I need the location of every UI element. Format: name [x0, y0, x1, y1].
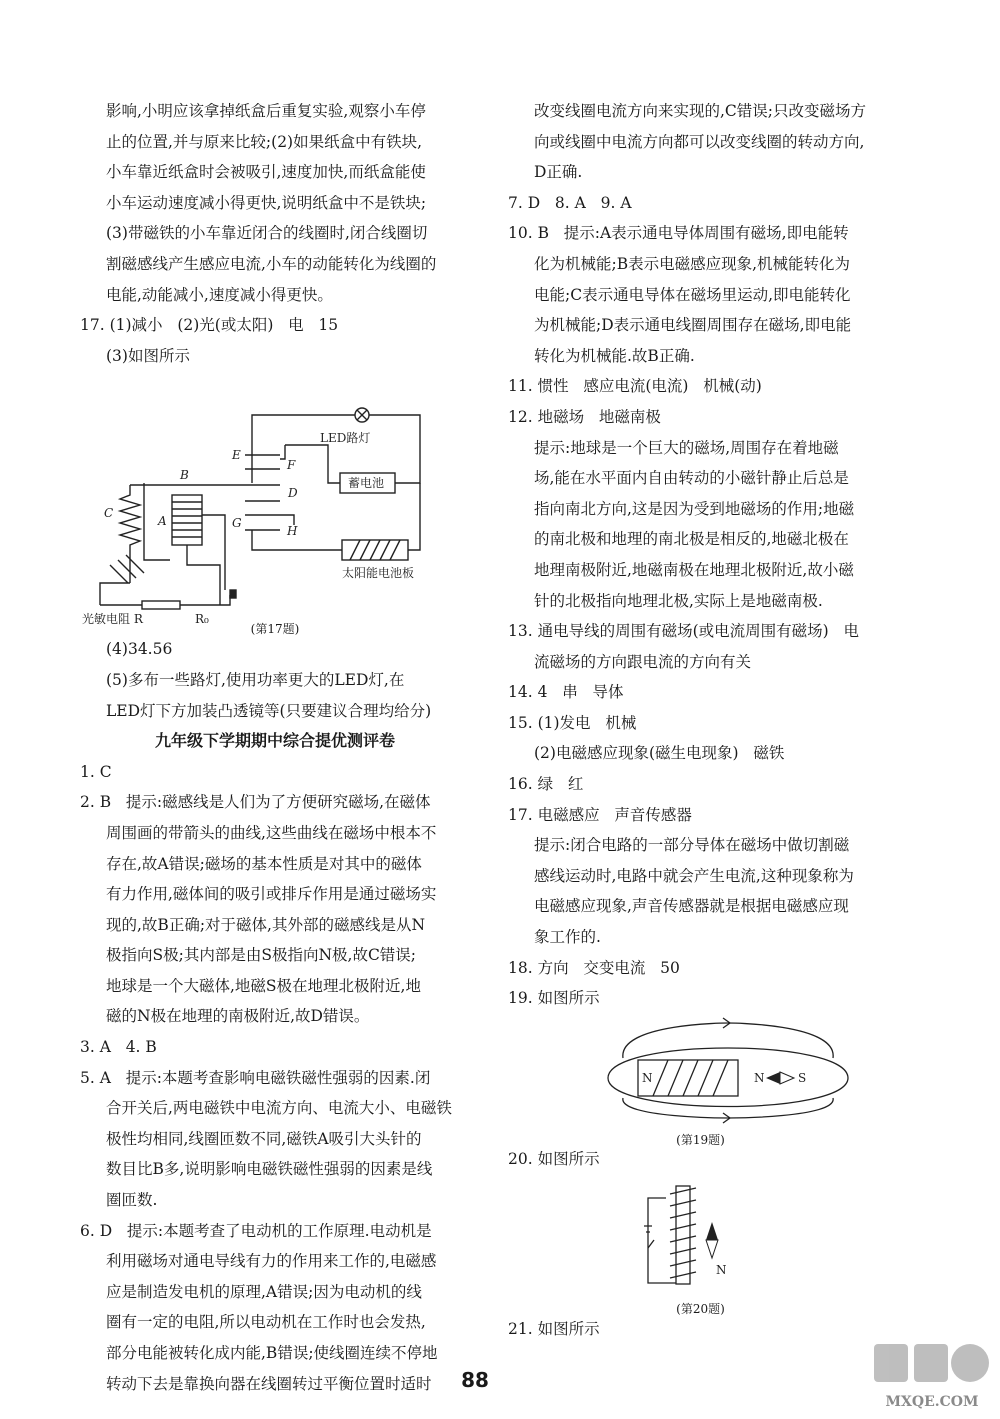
label-f: F — [287, 458, 296, 473]
text-line: 13. 通电导线的周围有磁场(或电流周围有磁场) 电 — [508, 622, 859, 641]
right-text-block-1 — [508, 96, 893, 1014]
text-line: 割磁感线产生感应电流,小车的动能转化为线圈的 — [106, 254, 437, 273]
text-line: 场,能在水平面内自由转动的小磁针静止后总是 — [534, 469, 849, 488]
figure-20 — [508, 1178, 893, 1316]
text-line: 电能;C表示通电导体在磁场里运动,即电能转化 — [534, 285, 851, 304]
label-c: C — [104, 506, 114, 521]
text-line: 电磁感应现象,声音传感器就是根据电磁感应现 — [534, 897, 849, 916]
left-text-block-1 — [80, 96, 470, 371]
text-line: 10. B 提示:A表示通电导体周围有磁场,即电能转 — [508, 224, 849, 243]
text-line: D正确. — [534, 163, 583, 182]
text-line: 地球是一个大磁体,地磁S极在地理北极附近,地 — [106, 976, 421, 995]
text-line: 为机械能;D表示通电线圈周围存在磁场,即电能 — [534, 316, 852, 335]
label-a: A — [158, 514, 167, 529]
text-line: (3)带磁铁的小车靠近闭合的线圈时,闭合线圈切 — [106, 224, 428, 243]
text-line: 针的北极指向地理北极,实际上是地磁南极. — [534, 591, 823, 610]
text-line: 转化为机械能.故B正确. — [534, 346, 695, 365]
text-line: 现的,故B正确;对于磁体,其外部的磁感线是从N — [106, 915, 426, 934]
caption-17: (第17题) — [250, 621, 300, 636]
text-line: 流磁场的方向跟电流的方向有关 — [534, 652, 752, 671]
label-r0: R₀ — [195, 612, 209, 627]
watermark-text: MXQE.COM — [885, 1394, 979, 1410]
text-line: 向或线圈中电流方向都可以改变线圈的转动方向, — [534, 132, 865, 151]
text-line: LED灯下方加装凸透镜等(只要建议合理均给分) — [106, 701, 432, 720]
figure-19 — [508, 1018, 893, 1148]
text-line: 18. 方向 交变电流 50 — [508, 958, 680, 977]
text-line: 小车运动速度减小得更快,说明纸盒中不是铁块; — [106, 193, 427, 212]
label-led: LED路灯 — [320, 431, 371, 446]
text-line: 提示:地球是一个巨大的磁场,周围存在着地磁 — [534, 438, 839, 457]
text-line: 周围画的带箭头的曲线,这些曲线在磁场中根本不 — [106, 823, 437, 842]
text-line: 极指向S极;其内部是由S极指向N极,故C错误; — [106, 946, 417, 965]
text-line: 象工作的. — [534, 928, 601, 947]
label-g: G — [232, 516, 242, 531]
right-column — [508, 96, 893, 1345]
text-line: 改变线圈电流方向来实现的,C错误;只改变磁场方 — [534, 102, 867, 120]
text-line: 17. (1)减小 (2)光(或太阳) 电 15 — [80, 316, 339, 335]
text-line: 止的位置,并与原来比较;(2)如果纸盒中有铁块, — [106, 132, 423, 151]
circuit-diagram-17 — [80, 375, 470, 627]
text-line: 3. A 4. B — [80, 1038, 157, 1057]
text-line: (5)多布一些路灯,使用功率更大的LED灯,在 — [106, 670, 405, 689]
text-line: 6. D 提示:本题考查了电动机的工作原理.电动机是 — [80, 1221, 432, 1240]
text-line: 11. 惯性 感应电流(电流) 机械(动) — [508, 377, 762, 396]
text-line: 19. 如图所示 — [508, 989, 600, 1008]
label-n-left: N — [642, 1070, 653, 1085]
text-line: 磁的N极在地理的南极附近,故D错误。 — [106, 1007, 370, 1026]
text-line: 数目比B多,说明影响电磁铁磁性强弱的因素是线 — [106, 1160, 433, 1179]
text-line: 17. 电磁感应 声音传感器 — [508, 805, 692, 824]
text-line: (2)电磁感应现象(磁生电现象) 磁铁 — [534, 744, 785, 763]
watermark-logo — [870, 1340, 995, 1415]
text-line: 有力作用,磁体间的吸引或排斥作用是通过磁场实 — [106, 885, 437, 904]
label-h: H — [287, 524, 298, 539]
label-e: E — [232, 448, 241, 463]
text-line: 12. 地磁场 地磁南极 — [508, 407, 661, 426]
text-line: 圈匝数. — [106, 1191, 158, 1210]
text-line: 地理南极附近,地磁南极在地理北极附近,故小磁 — [534, 560, 854, 579]
text-line: 感线运动时,电路中就会产生电流,这种现象称为 — [534, 866, 854, 885]
text-line: 存在,故A错误;磁场的基本性质是对其中的磁体 — [106, 854, 422, 873]
text-line: 提示:闭合电路的一部分导体在磁场中做切割磁 — [534, 836, 850, 855]
text-line: 7. D 8. A 9. A — [508, 193, 632, 212]
text-line: 合开关后,两电磁铁中电流方向、电流大小、电磁铁 — [106, 1099, 452, 1118]
text-line: 化为机械能;B表示电磁感应现象,机械能转化为 — [534, 254, 851, 273]
label-battery: 蓄电池 — [348, 476, 385, 491]
text-line: 21. 如图所示 — [508, 1320, 600, 1339]
text-line: 2. B 提示:磁感线是人们为了方便研究磁场,在磁体 — [80, 793, 431, 812]
left-text-block-3 — [80, 757, 470, 1399]
text-line: 小车靠近纸盒时会被吸引,速度加快,而纸盒能使 — [106, 163, 426, 182]
left-text-block-2 — [80, 634, 470, 726]
text-line: 指向南北方向,这是因为受到地磁场的作用;地磁 — [534, 499, 855, 518]
label-b: B — [180, 468, 189, 483]
left-column — [80, 96, 470, 1399]
text-line: 20. 如图所示 — [508, 1149, 600, 1168]
text-line: 16. 绿 红 — [508, 775, 584, 794]
text-line: 14. 4 串 导体 — [508, 683, 624, 702]
text-line: 1. C — [80, 762, 112, 781]
solenoid-diagram-19 — [508, 1018, 893, 1122]
label-n-right: N — [754, 1070, 765, 1085]
caption-20: (第20题) — [676, 1302, 725, 1316]
text-line: 利用磁场对通电导线有力的作用来工作的,电磁感 — [106, 1252, 437, 1271]
text-line: 15. (1)发电 机械 — [508, 713, 637, 732]
page-number: 88 — [461, 1368, 489, 1392]
text-line: 影响,小明应该拿掉纸盒后重复实验,观察小车停 — [106, 102, 426, 120]
text-line: 应是制造发电机的原理,A错误;因为电动机的线 — [106, 1282, 422, 1301]
text-line: 极性均相同,线圈匝数不同,磁铁A吸引大头针的 — [106, 1129, 422, 1148]
text-line: 部分电能被转化成内能,B错误;使线圈连续不停地 — [106, 1344, 438, 1362]
text-line: 5. A 提示:本题考查影响电磁铁磁性强弱的因素.闭 — [80, 1068, 431, 1087]
coil-diagram-20 — [508, 1178, 893, 1290]
text-line: 的南北极和地理的南北极是相反的,地磁北极在 — [534, 530, 849, 549]
text-line: 圈有一定的电阻,所以电动机在工作时也会发热, — [106, 1313, 426, 1332]
label-n: N — [716, 1263, 727, 1278]
section-heading: 九年级下学期期中综合提优测评卷 — [154, 731, 395, 751]
text-line: (4)34.56 — [106, 640, 173, 659]
text-line: 电能,动能减小,速度减小得更快。 — [106, 285, 333, 304]
label-photoresistor: 光敏电阻 R — [82, 612, 143, 627]
text-line: (3)如图所示 — [106, 346, 190, 365]
figure-17 — [80, 375, 470, 636]
right-text-block-3 — [508, 1314, 893, 1345]
label-s: S — [798, 1070, 807, 1085]
caption-19: (第19题) — [676, 1133, 725, 1148]
label-d: D — [288, 486, 298, 501]
text-line: 转动下去是靠换向器在线圈转过平衡位置时适时 — [106, 1374, 432, 1393]
label-solar: 太阳能电池板 — [342, 566, 415, 581]
